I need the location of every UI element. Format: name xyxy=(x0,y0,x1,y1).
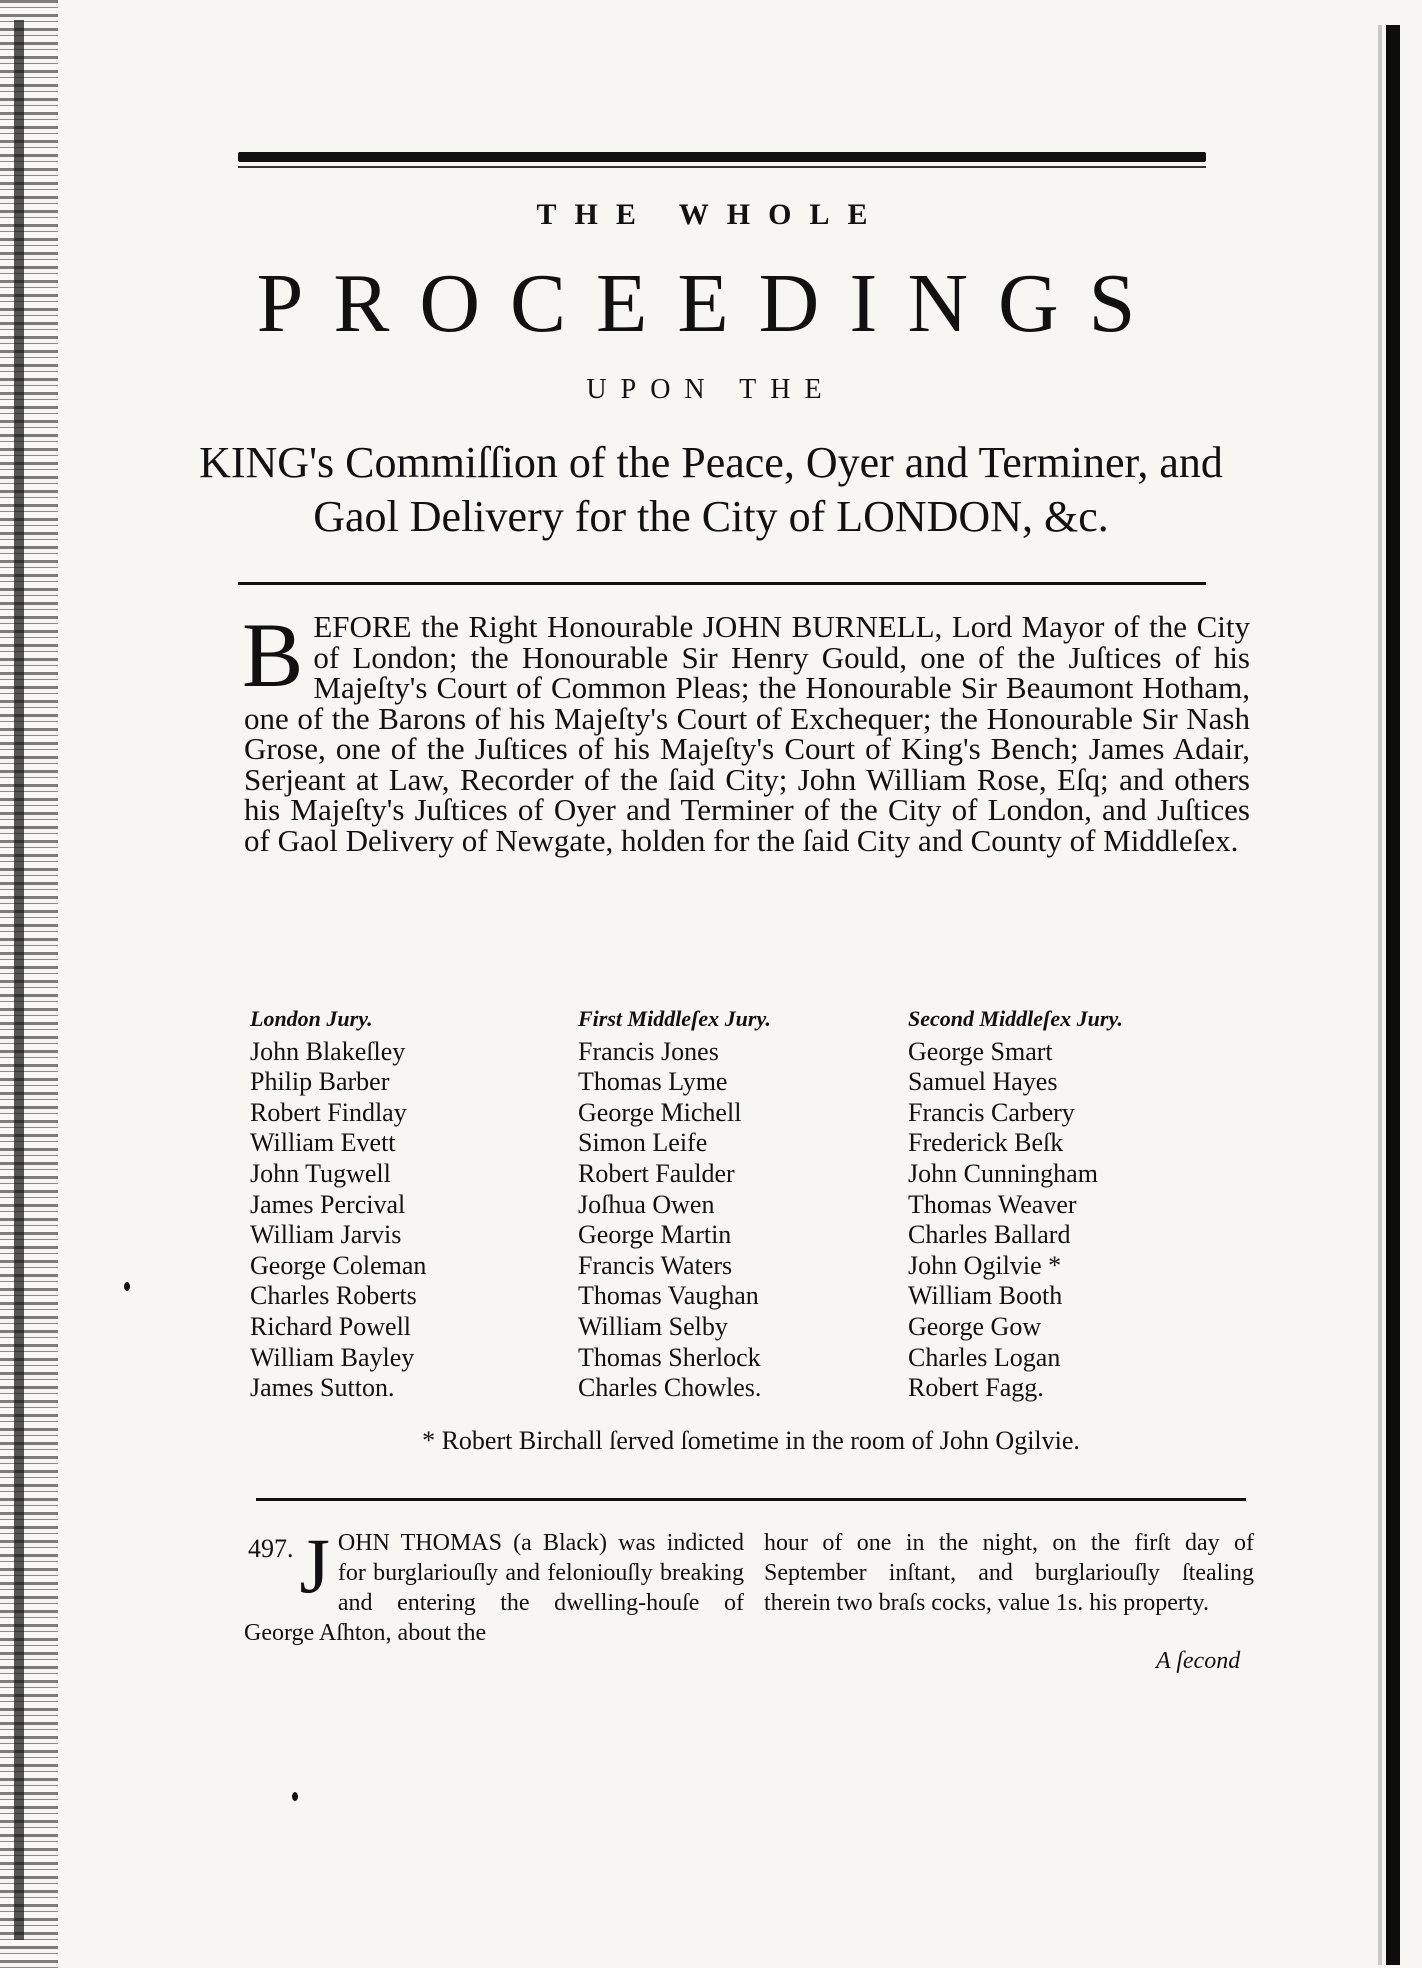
juror-name: William Selby xyxy=(578,1311,728,1341)
section-rule xyxy=(238,582,1206,585)
case-rule xyxy=(256,1498,1246,1501)
case-text-right: hour of one in the night, on the firſt day of September inſtant, and burglariouſly ſtealing therein two braſs cocks, value 1s. his property. xyxy=(764,1530,1254,1616)
juror-name: Richard Powell xyxy=(250,1311,412,1341)
juror-name: John Tugwell xyxy=(250,1158,391,1188)
juror-name: John Blakeſley xyxy=(250,1036,406,1066)
juror-name: James Percival xyxy=(250,1189,406,1219)
juror-name: William Jarvis xyxy=(250,1220,402,1250)
juror-name: George Martin xyxy=(578,1220,732,1250)
jury-footnote: * Robert Birchall ſerved ſometime in the room of John Ogilvie. xyxy=(422,1426,1080,1455)
juror-name: Samuel Hayes xyxy=(908,1067,1058,1097)
case-column-right xyxy=(764,1528,1254,1618)
juror-name: George Michell xyxy=(578,1097,742,1127)
juror-name: Robert Findlay xyxy=(250,1097,407,1127)
jury-heading: London Jury. xyxy=(250,1006,373,1031)
juror-name: Charles Logan xyxy=(908,1342,1061,1372)
juror-name: Francis Jones xyxy=(578,1036,719,1066)
juror-name: Frederick Beſk xyxy=(908,1128,1064,1158)
jury-list-second-middlesex xyxy=(908,1004,1248,1404)
juror-name: Charles Roberts xyxy=(250,1281,417,1311)
juror-name: Robert Faulder xyxy=(578,1158,735,1188)
intro-text: EFORE the Right Honourable JOHN BURNELL, Lord Mayor of the City of London; the Honourable Sir Henry Gould, one of the Juſtices of his Majeſty's Court of Common Pleas; the Honourable Sir Beaumont Hotham, one of the Barons of his Majeſty's Court of Exchequer; the Honourable Sir Nash Grose, one of the Juſtices of his Majeſty's Court of King's Bench; James Adair, Serjeant at Law, Recorder of the ſaid City; John William Rose, Eſq; and others his Majeſty's Juſtices of Oyer and Terminer of the City of London, and Juſtices of Gaol Delivery of Newgate, holden for the ſaid City and County of Middleſex. xyxy=(244,609,1250,858)
juror-name: William Booth xyxy=(908,1281,1063,1311)
catchword: A ſecond xyxy=(1156,1648,1241,1674)
juror-name: William Bayley xyxy=(250,1342,415,1372)
title-line-1: THE WHOLE xyxy=(536,198,886,231)
case-text-left: OHN THOMAS (a Black) was indicted for burglariouſly and feloniouſly breaking and entering the dwelling-houſe of George Aſhton, about the xyxy=(244,1530,744,1646)
top-rule xyxy=(238,152,1206,162)
juror-name: Francis Waters xyxy=(578,1250,733,1280)
juror-name: John Ogilvie * xyxy=(908,1250,1062,1280)
ink-speck xyxy=(124,1282,130,1291)
title-line-3: UPON THE xyxy=(586,374,836,405)
jury-heading: First Middleſex Jury. xyxy=(578,1006,771,1031)
juror-name: George Gow xyxy=(908,1311,1042,1341)
juror-name: Philip Barber xyxy=(250,1067,390,1097)
juror-name: George Coleman xyxy=(250,1250,427,1280)
juror-name: Robert Fagg. xyxy=(908,1373,1044,1403)
juror-name: John Cunningham xyxy=(908,1158,1098,1188)
juror-name: Charles Chowles. xyxy=(578,1373,762,1403)
juror-name: George Smart xyxy=(908,1036,1053,1066)
juror-name: Francis Carbery xyxy=(908,1097,1075,1127)
title-commission xyxy=(0,436,1422,544)
intro-dropcap: B xyxy=(242,604,304,706)
juror-name: Charles Ballard xyxy=(908,1220,1071,1250)
intro-paragraph xyxy=(242,604,1250,858)
ink-speck xyxy=(292,1792,298,1801)
juror-name: Joſhua Owen xyxy=(578,1189,715,1219)
juror-name: Thomas Lyme xyxy=(578,1067,728,1097)
title-commission-line-1: KING's Commiſſion of the Peace, Oyer and Terminer, and xyxy=(199,438,1223,487)
title-main: PROCEEDINGS xyxy=(256,257,1166,350)
top-rule-thin xyxy=(238,166,1206,168)
juror-name: Simon Leife xyxy=(578,1128,708,1158)
case-dropcap: J xyxy=(299,1522,330,1609)
juror-name: Thomas Weaver xyxy=(908,1189,1077,1219)
juror-name: Thomas Sherlock xyxy=(578,1342,761,1372)
jury-list-first-middlesex xyxy=(578,1004,878,1404)
juror-name: William Evett xyxy=(250,1128,396,1158)
jury-list-london xyxy=(250,1004,530,1404)
juror-name: James Sutton. xyxy=(250,1373,395,1403)
case-column-left xyxy=(244,1522,744,1648)
title-commission-line-2: Gaol Delivery for the City of LONDON, &c. xyxy=(313,492,1109,541)
juror-name: Thomas Vaughan xyxy=(578,1281,759,1311)
jury-heading: Second Middleſex Jury. xyxy=(908,1006,1123,1031)
case-number: 497. xyxy=(248,1534,294,1563)
